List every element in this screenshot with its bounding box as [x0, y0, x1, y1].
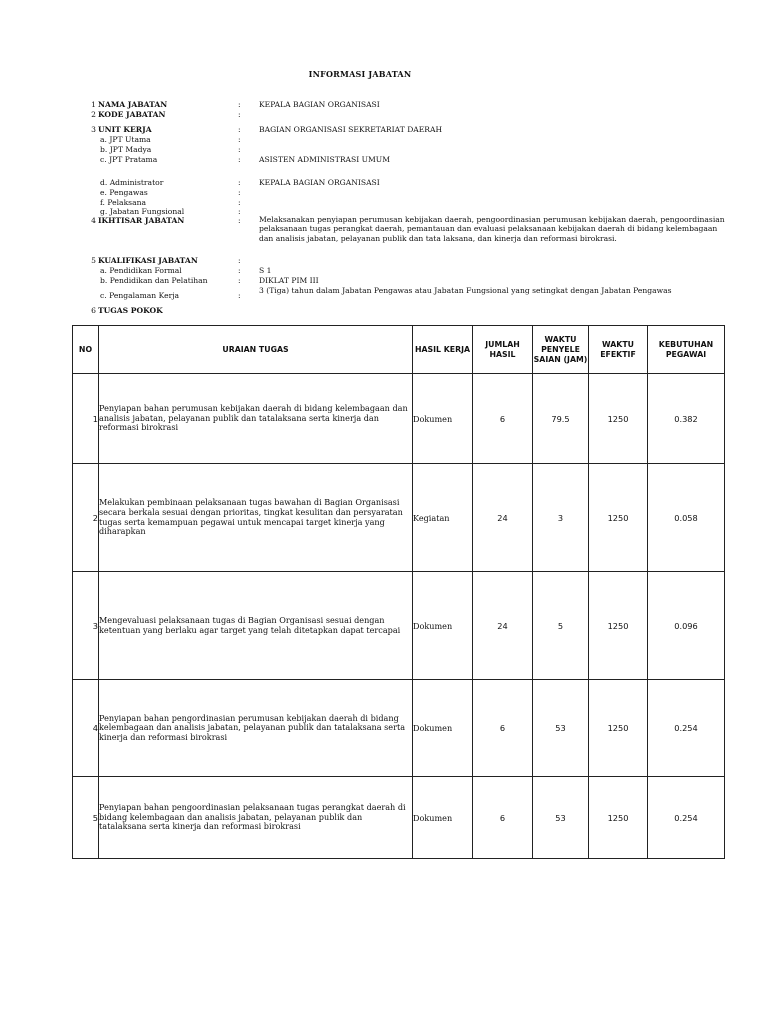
field-label: f. Pelaksana — [100, 198, 147, 207]
cell-kebutuhan-pegawai: 0.254 — [648, 680, 725, 777]
field-colon: : — [238, 207, 241, 216]
field-colon: : — [238, 178, 241, 187]
cell-waktu-penyelesaian: 53 — [533, 680, 589, 777]
field-colon: : — [238, 155, 241, 164]
cell-hasil-kerja: Dokumen — [413, 680, 473, 777]
field-label: b. Pendidikan dan Pelatihan — [100, 276, 208, 285]
cell-waktu-penyelesaian: 53 — [533, 777, 589, 859]
cell-waktu-efektif: 1250 — [589, 374, 648, 464]
field-label: KODE JABATAN — [98, 110, 166, 119]
cell-hasil-kerja: Dokumen — [413, 777, 473, 859]
cell-kebutuhan-pegawai: 0.096 — [648, 572, 725, 680]
cell-jumlah-hasil: 6 — [473, 777, 533, 859]
field-colon: : — [238, 276, 241, 285]
field-label: a. JPT Utama — [100, 135, 151, 144]
cell-jumlah-hasil: 6 — [473, 680, 533, 777]
pengalaman-kerja-text: 3 (Tiga) tahun dalam Jabatan Pengawas atau Jabatan Fungsional yang setingkat dengan Jabatan Pengawas — [259, 286, 672, 295]
table-row — [73, 374, 725, 464]
field-number: 3 — [91, 125, 96, 134]
header-jumlah-hasil: JUMLAH HASIL — [473, 326, 533, 374]
field-number: 5 — [91, 256, 96, 265]
cell-no: 2 — [73, 464, 99, 572]
field-label: e. Pengawas — [100, 188, 148, 197]
cell-jumlah-hasil: 24 — [473, 572, 533, 680]
field-label: a. Pendidikan Formal — [100, 266, 182, 275]
cell-waktu-efektif: 1250 — [589, 777, 648, 859]
cell-jumlah-hasil: 24 — [473, 464, 533, 572]
field-label: IKHTISAR JABATAN — [98, 216, 185, 225]
cell-uraian-tugas: Melakukan pembinaan pelaksanaan tugas bawahan di Bagian Organisasi secara berkala sesuai dengan prioritas, tingkat kesulitan dan persyaratan tugas serta kemampuan pegawai untuk mencapai target kinerja yang diharapkan — [99, 464, 413, 572]
cell-hasil-kerja: Dokumen — [413, 572, 473, 680]
field-label: g. Jabatan Fungsional — [100, 207, 185, 216]
field-colon: : — [238, 135, 241, 144]
field-value: KEPALA BAGIAN ORGANISASI — [259, 178, 380, 187]
field-label: c. JPT Pratama — [100, 155, 158, 164]
cell-kebutuhan-pegawai: 0.382 — [648, 374, 725, 464]
field-colon: : — [238, 266, 241, 275]
header-waktu-efektif: WAKTU EFEKTIF — [589, 326, 648, 374]
cell-hasil-kerja: Dokumen — [413, 374, 473, 464]
field-label: KUALIFIKASI JABATAN — [98, 256, 198, 265]
field-label: b. JPT Madya — [100, 145, 152, 154]
cell-uraian-tugas: Penyiapan bahan pengordinasian perumusan kebijakan daerah di bidang kelembagaan dan analisis jabatan, pelayanan publik dan tatalaksana serta kinerja dan reformasi birokrasi — [99, 680, 413, 777]
field-label: NAMA JABATAN — [98, 100, 168, 109]
cell-uraian-tugas: Mengevaluasi pelaksanaan tugas di Bagian Organisasi sesuai dengan ketentuan yang berlaku agar target yang telah ditetapkan dapat tercapai — [99, 572, 413, 680]
field-value: DIKLAT PIM III — [259, 276, 319, 285]
field-colon: : — [238, 125, 241, 134]
header-uraian-tugas: URAIAN TUGAS — [99, 326, 413, 374]
field-colon: : — [238, 145, 241, 154]
cell-hasil-kerja: Kegiatan — [413, 464, 473, 572]
field-value: S 1 — [259, 266, 272, 275]
field-colon: : — [238, 256, 241, 265]
field-label: UNIT KERJA — [98, 125, 152, 134]
field-value: ASISTEN ADMINISTRASI UMUM — [259, 155, 390, 164]
header-kebutuhan-pegawai: KEBUTUHAN PEGAWAI — [648, 326, 725, 374]
field-label: TUGAS POKOK — [98, 306, 163, 315]
table-row — [73, 464, 725, 572]
cell-no: 1 — [73, 374, 99, 464]
header-hasil-kerja: HASIL KERJA — [413, 326, 473, 374]
table-row — [73, 572, 725, 680]
cell-waktu-efektif: 1250 — [589, 572, 648, 680]
field-colon: : — [238, 100, 241, 109]
cell-kebutuhan-pegawai: 0.058 — [648, 464, 725, 572]
field-label: c. Pengalaman Kerja — [100, 291, 180, 300]
ikhtisar-text: Melaksanakan penyiapan perumusan kebijakan daerah, pengoordinasian perumusan kebijakan daerah, pengoordinasian pelaksanaan tugas perangkat daerah, pemantauan dan evaluasi pelaksanaan kebijakan daerah di bidang kelembagaan dan analisis jabatan, pelayanan publik dan tata laksana, dan kinerja dan reformasi birokrasi. — [259, 215, 725, 243]
table-row — [73, 777, 725, 859]
header-waktu-penyelesaian: WAKTU PENYELE SAIAN (JAM) — [533, 326, 589, 374]
cell-no: 5 — [73, 777, 99, 859]
cell-kebutuhan-pegawai: 0.254 — [648, 777, 725, 859]
field-value: KEPALA BAGIAN ORGANISASI — [259, 100, 380, 109]
cell-no: 3 — [73, 572, 99, 680]
cell-waktu-penyelesaian: 3 — [533, 464, 589, 572]
field-number: 6 — [91, 306, 96, 315]
cell-uraian-tugas: Penyiapan bahan perumusan kebijakan daerah di bidang kelembagaan dan analisis jabatan, pelayanan publik dan tatalaksana serta kinerja dan reformasi birokrasi — [99, 374, 413, 464]
field-colon: : — [238, 198, 241, 207]
cell-jumlah-hasil: 6 — [473, 374, 533, 464]
field-colon: : — [238, 291, 241, 300]
table-row — [73, 680, 725, 777]
field-number: 1 — [91, 100, 96, 109]
field-colon: : — [238, 216, 241, 225]
cell-waktu-penyelesaian: 5 — [533, 572, 589, 680]
field-label: d. Administrator — [100, 178, 164, 187]
cell-waktu-penyelesaian: 79.5 — [533, 374, 589, 464]
cell-waktu-efektif: 1250 — [589, 464, 648, 572]
cell-waktu-efektif: 1250 — [589, 680, 648, 777]
tugas-pokok-table — [72, 325, 725, 859]
field-colon: : — [238, 188, 241, 197]
field-value: BAGIAN ORGANISASI SEKRETARIAT DAERAH — [259, 125, 443, 134]
field-number: 4 — [91, 216, 96, 225]
document-title: INFORMASI JABATAN — [308, 69, 412, 79]
cell-uraian-tugas: Penyiapan bahan pengoordinasian pelaksanaan tugas perangkat daerah di bidang kelembagaan dan analisis jabatan, pelayanan publik dan tatalaksana serta kinerja dan reformasi birokrasi — [99, 777, 413, 859]
field-colon: : — [238, 110, 241, 119]
table-header-row — [73, 326, 725, 374]
cell-no: 4 — [73, 680, 99, 777]
header-no: NO — [73, 326, 99, 374]
field-number: 2 — [91, 110, 96, 119]
